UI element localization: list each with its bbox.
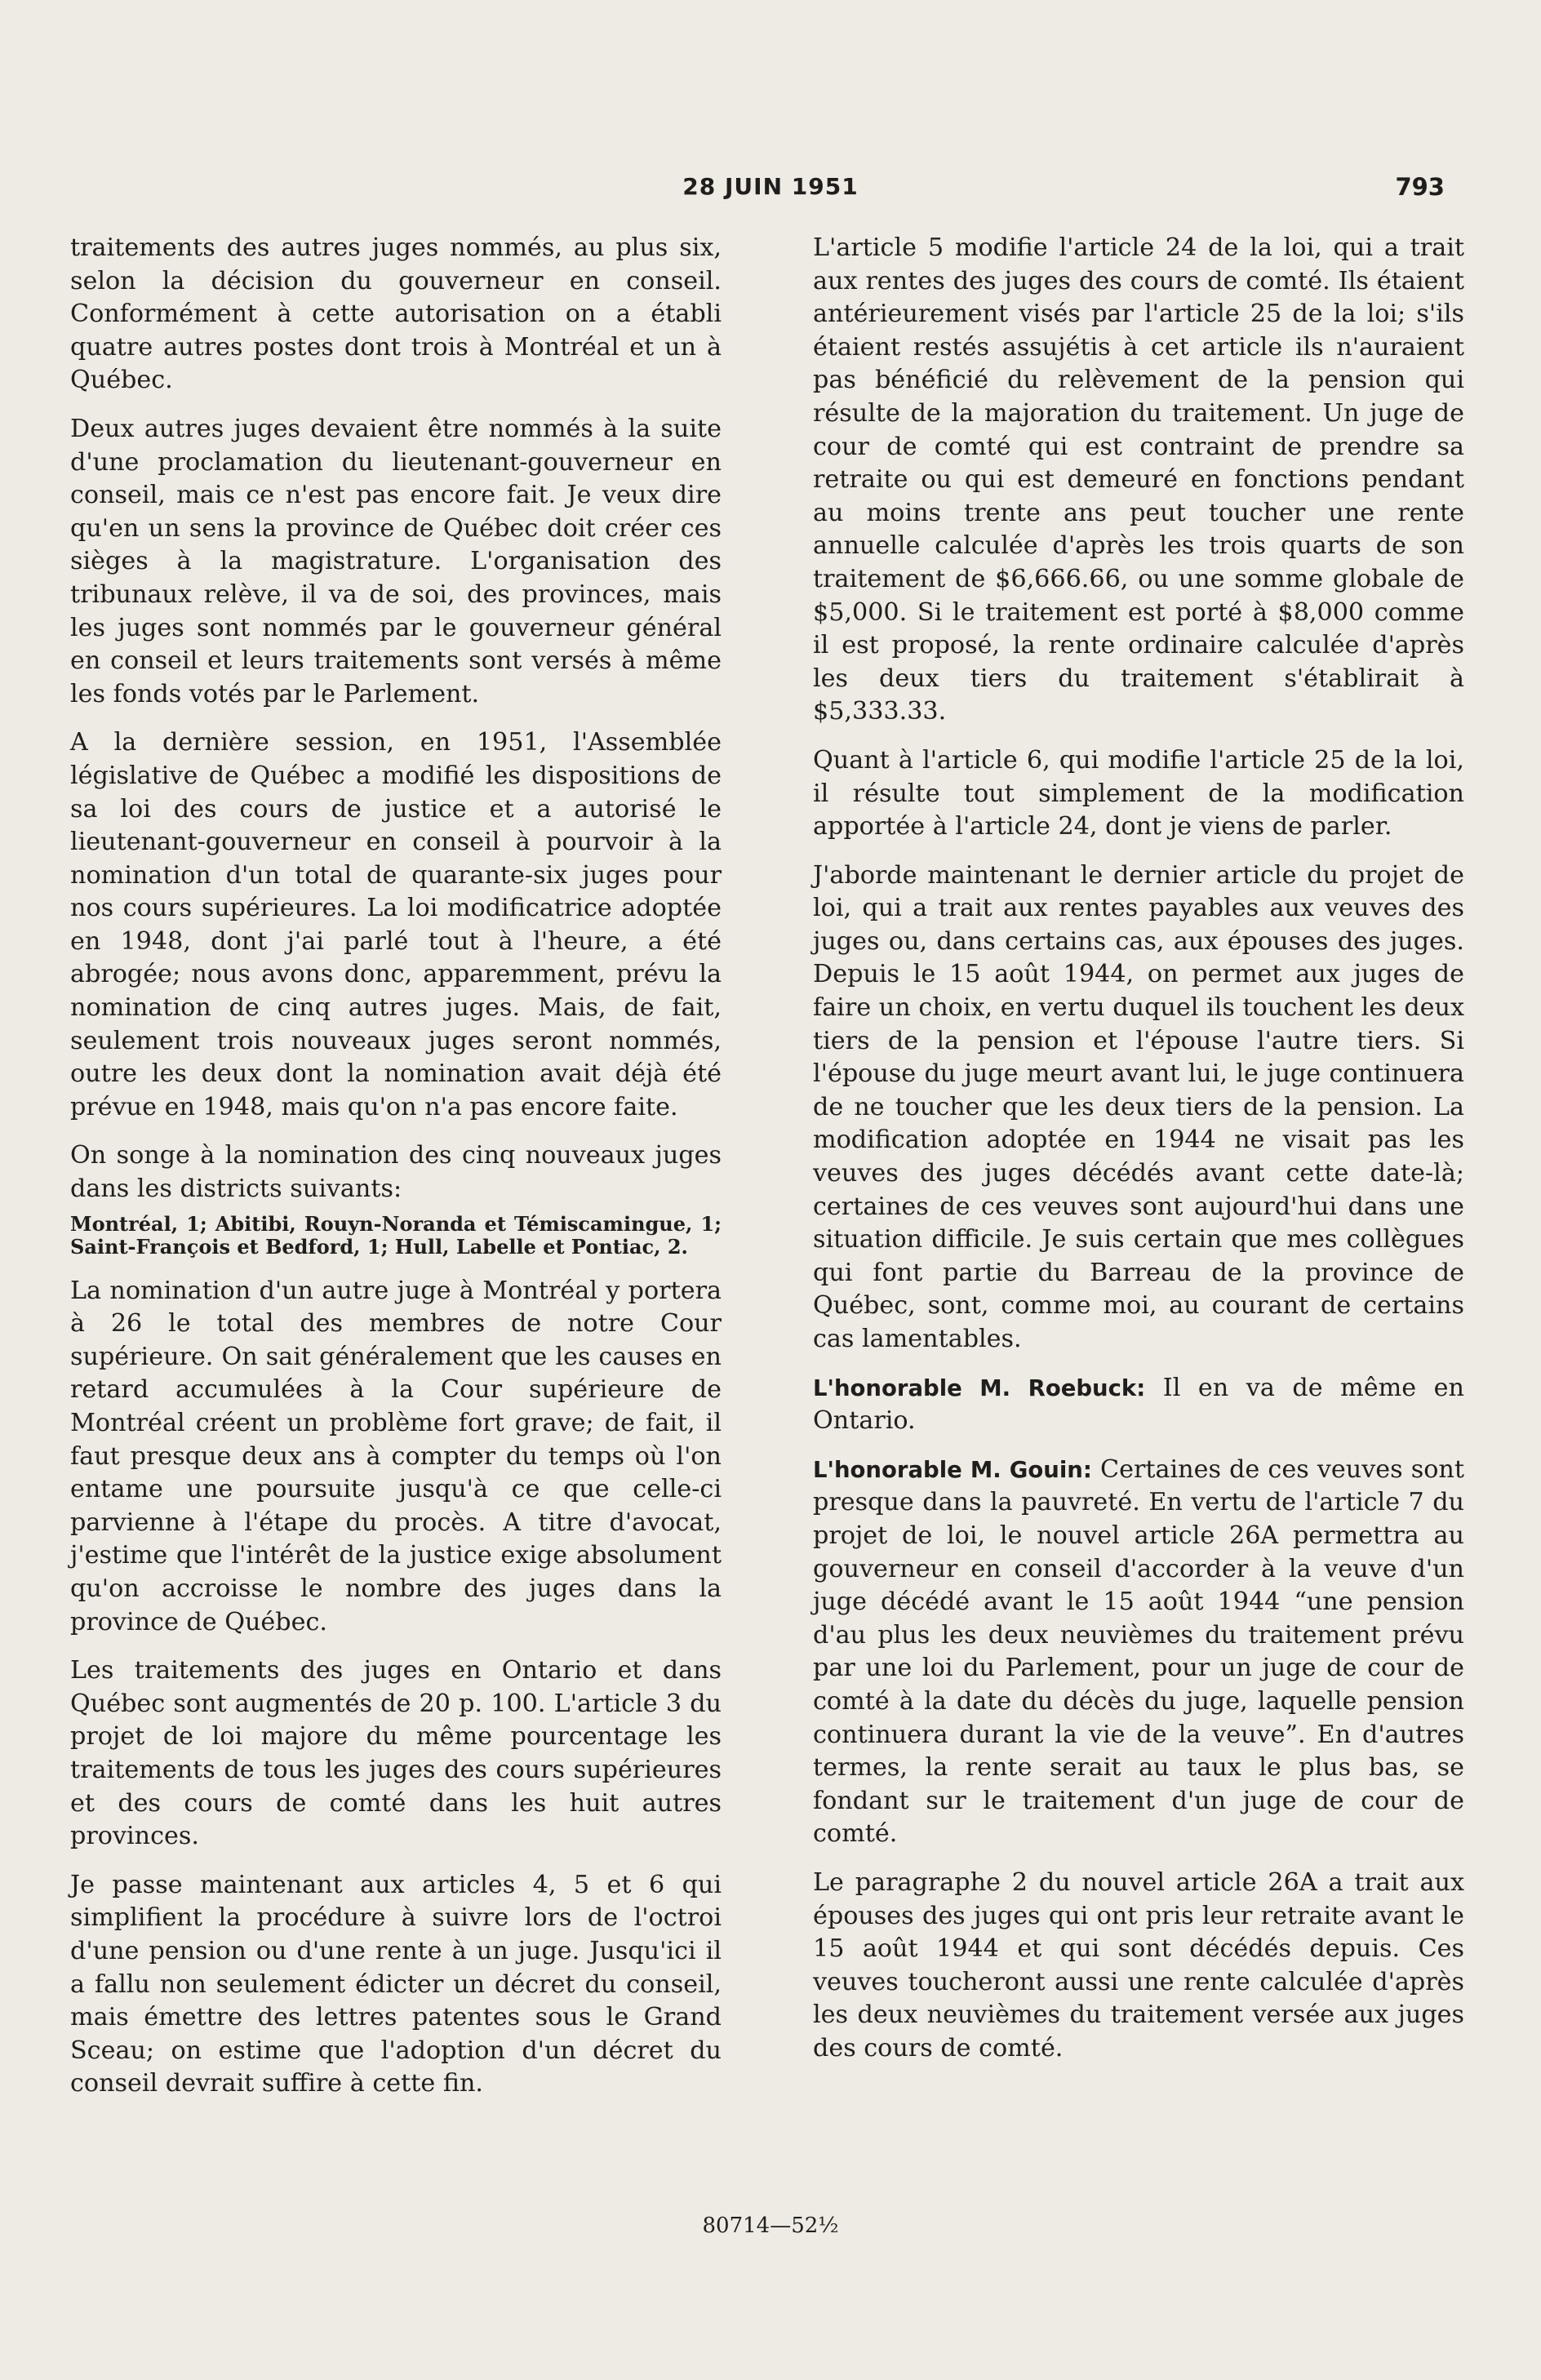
paragraph: Le paragraphe 2 du nouvel article 26A a trait aux épouses des juges qui ont pris leur retraite avant le 15 août 1944 et qui sont décédés depuis. Ces veuves toucheront aussi une rente calculée d'après les deux neuvièmes du traitement versée aux juges des cours de comté. <box>813 1867 1464 2063</box>
right-column <box>813 232 1464 2080</box>
paragraph: Je passe maintenant aux articles 4, 5 et 6 qui simplifient la procédure à suivre lors de l'octroi d'une pension ou d'une rente à un juge. Jusqu'ici il a fallu non seulement édicter un décret du conseil, mais émettre des lettres patentes sous le Grand Sceau; on estime que l'adoption d'un décret du conseil devrait suffire à cette fin. <box>70 1870 722 2098</box>
page-number: 793 <box>1395 173 1445 201</box>
speech-gouin <box>813 1454 1464 1851</box>
page-header-date: 28 JUIN 1951 <box>682 173 859 200</box>
footer-print-code: 80714—52½ <box>702 2213 839 2238</box>
paragraph: Deux autres juges devaient être nommés à la suite d'une proclamation du lieutenant-gouverneur en conseil, mais ce n'est pas encore fait. Je veux dire qu'en un sens la province de Québec doit créer ces sièges à la magistrature. L'organisation des tribunaux relève, il va de soi, des provinces, mais les juges sont nommés par le gouverneur général en conseil et leurs traitements sont versés à même les fonds votés par le Parlement. <box>70 414 722 708</box>
paragraph: J'aborde maintenant le dernier article du projet de loi, qui a trait aux rentes payables aux veuves des juges ou, dans certains cas, aux épouses des juges. Depuis le 15 août 1944, on permet aux juges de faire un choix, en vertu duquel ils touchent les deux tiers de la pension et l'épouse l'autre tiers. Si l'épouse du juge meurt avant lui, le juge continuera de ne toucher que les deux tiers de la pension. La modification adoptée en 1944 ne visait pas les veuves des juges décédés avant cette date-là; certaines de ces veuves sont aujourd'hui dans une situation difficile. Je suis certain que mes collègues qui font partie du Barreau de la province de Québec, sont, comme moi, au courant de certains cas lamentables. <box>813 860 1464 1353</box>
paragraph: On songe à la nomination des cinq nouveaux juges dans les districts suivants: <box>70 1141 722 1204</box>
paragraph: Quant à l'article 6, qui modifie l'article 25 de la loi, il résulte tout simplement de la modification apportée à l'article 24, dont je viens de parler. <box>813 745 1464 841</box>
paragraph: A la dernière session, en 1951, l'Assemblée législative de Québec a modifié les dispositions de sa loi des cours de justice et a autorisé le lieutenant-gouverneur en conseil à pourvoir à la nomination d'un total de quarante-six juges pour nos cours supérieures. La loi modificatrice adoptée en 1948, dont j'ai parlé tout à l'heure, a été abrogée; nous avons donc, apparemment, prévu la nomination de cinq autres juges. Mais, de fait, seulement trois nouveaux juges seront nommés, outre les deux dont la nomination avait déjà été prévue en 1948, mais qu'on n'a pas encore faite. <box>70 728 722 1121</box>
speech-text: Certaines de ces veuves sont presque dans la pauvreté. En vertu de l'article 7 du projet de loi, le nouvel article 26A permettra au gouverneur en conseil d'accorder à la veuve d'un juge décédé avant le 15 août 1944 “une pension d'au plus les deux neuvièmes du traitement prévu par une loi du Parlement, pour un juge de cour de comté à la date du décès du juge, laquelle pension continuera durant la vie de la veuve”. En d'autres termes, la rente serait au taux le plus bas, se fondant sur le traitement d'un juge de cour de comté. <box>813 1454 1464 1849</box>
paragraph: La nomination d'un autre juge à Montréal y portera à 26 le total des membres de notre Cour supérieure. On sait généralement que les causes en retard accumulées à la Cour supérieure de Montréal créent un problème fort grave; de fait, il faut presque deux ans à compter du temps où l'on entame une poursuite jusqu'à ce que celle-ci parvienne à l'étape du procès. A titre d'avocat, j'estime que l'intérêt de la justice exige absolument qu'on accroisse le nombre des juges dans la province de Québec. <box>70 1276 722 1636</box>
speaker-name: L'honorable M. Roebuck: <box>813 1374 1146 1401</box>
paragraph: L'article 5 modifie l'article 24 de la loi, qui a trait aux rentes des juges des cours de comté. Ils étaient antérieurement visés par l'article 25 de la loi; s'ils étaient restés assujétis à cet article ils n'auraient pas bénéficié du relèvement de la pension qui résulte de la majoration du traitement. Un juge de cour de comté qui est contraint de prendre sa retraite ou qui est demeuré en fonctions pendant au moins trente ans peut toucher une rente annuelle calculée d'après les trois quarts de son traitement de $6,666.66, ou une somme globale de $5,000. Si le traitement est porté à $8,000 comme il est proposé, la rente ordinaire calculée d'après les deux tiers du traitement s'établirait à $5,333.33. <box>813 233 1464 726</box>
left-column <box>70 232 722 2116</box>
paragraph: Les traitements des juges en Ontario et dans Québec sont augmentés de 20 p. 100. L'article 3 du projet de loi majore du même pourcentage les traitements de tous les juges des cours supérieures et des cours de comté dans les huit autres provinces. <box>70 1656 722 1851</box>
district-list: Montréal, 1; Abitibi, Rouyn-Noranda et Témiscamingue, 1; Saint-François et Bedford, 1; Hull, Labelle et Pontiac, 2. <box>70 1211 722 1259</box>
speech-roebuck <box>813 1372 1464 1438</box>
speech-text: Il en va de même en Ontario. <box>813 1373 1464 1436</box>
paragraph: traitements des autres juges nommés, au plus six, selon la décision du gouverneur en conseil. Conformément à cette autorisation on a établi quatre autres postes dont trois à Montréal et un à Québec. <box>70 233 722 395</box>
speaker-name: L'honorable M. Gouin: <box>813 1456 1092 1483</box>
